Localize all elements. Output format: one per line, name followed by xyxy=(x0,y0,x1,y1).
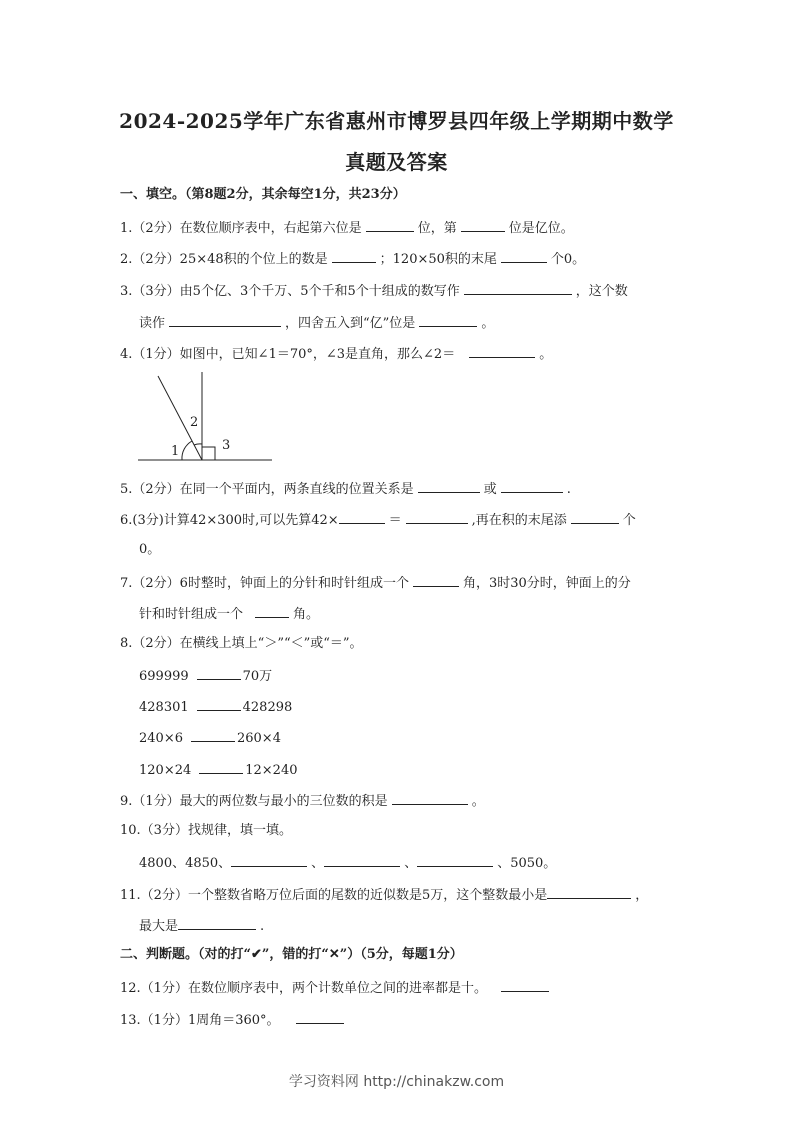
question-11-cont xyxy=(139,916,264,936)
question-6 xyxy=(120,510,636,530)
q8-row-4-left: 120×24 xyxy=(139,763,192,778)
angle-2-arc xyxy=(194,444,202,445)
q8-row-2-left: 428301 xyxy=(139,700,189,715)
q7-text-b: 角，3时30分时，钟面上的分 xyxy=(462,576,631,591)
q1-blank-2 xyxy=(461,218,505,232)
q12-text-a: 12.（1分）在数位顺序表中，两个计数单位之间的进率都是十。 xyxy=(120,981,487,996)
q6-blank-3 xyxy=(571,510,619,524)
q8-row-4-blank xyxy=(199,760,243,774)
footer-watermark: 学习资料网 http://chinakzw.com xyxy=(288,1074,505,1090)
q8-row-4 xyxy=(139,760,298,780)
title-line-2: 真题及答案 xyxy=(345,150,448,174)
q2-blank-1 xyxy=(332,249,376,263)
question-12 xyxy=(120,978,553,998)
q10-text-e: 、5050。 xyxy=(497,856,557,871)
q3-text-b: ，这个数 xyxy=(575,284,628,299)
question-6-cont: 0。 xyxy=(139,542,161,557)
q13-text-a: 13.（1分）1周角＝360°。 xyxy=(120,1013,280,1028)
title-line-1: 2024-2025学年广东省惠州市博罗县四年级上学期期中数学 xyxy=(119,109,674,133)
q8-row-1-right: 70万 xyxy=(242,669,273,684)
q11-blank-1 xyxy=(547,885,631,899)
q3-text-e: 。 xyxy=(481,316,495,331)
q3-text-a: 3.（3分）由5个亿、3个千万、5个千和5个十组成的数写作 xyxy=(120,284,460,299)
q8-row-3-left: 240×6 xyxy=(139,731,183,746)
q4-text-a: 4.（1分）如图中，已知∠1＝70°，∠3是直角，那么∠2＝ xyxy=(120,347,456,362)
q10-blank-3 xyxy=(417,853,493,867)
q5-text-a: 5.（2分）在同一个平面内，两条直线的位置关系是 xyxy=(120,482,414,497)
q1-text-c: 位是亿位。 xyxy=(508,221,574,236)
q10-text-c: 、 xyxy=(311,856,325,871)
q11-text-b: ， xyxy=(635,888,649,903)
question-2 xyxy=(120,249,585,269)
q5-text-c: . xyxy=(566,482,571,497)
q8-row-1 xyxy=(139,666,272,686)
q3-blank-1 xyxy=(464,281,572,295)
question-9 xyxy=(120,791,485,811)
q10-text-d: 、 xyxy=(404,856,418,871)
q8-row-2 xyxy=(139,697,292,717)
q10-blank-1 xyxy=(231,853,307,867)
q9-blank-1 xyxy=(392,791,468,805)
q8-row-2-right: 428298 xyxy=(242,700,293,715)
q13-blank-1 xyxy=(296,1010,344,1024)
question-13 xyxy=(120,1010,348,1030)
q11-text-d: . xyxy=(260,919,265,934)
q12-blank-1 xyxy=(501,978,549,992)
right-angle-mark xyxy=(202,447,215,460)
q10-blank-2 xyxy=(324,853,400,867)
q8-row-1-left: 699999 xyxy=(139,669,189,684)
q6-text-b: ＝ xyxy=(388,513,402,528)
q11-text-c: 最大是 xyxy=(139,919,179,934)
q2-blank-2 xyxy=(501,249,547,263)
question-11 xyxy=(120,885,648,905)
q5-blank-2 xyxy=(501,479,563,493)
q1-blank-1 xyxy=(366,218,414,232)
angle-label-3: 3 xyxy=(222,438,231,453)
q2-text-a: 2.（2分）25×48积的个位上的数是 xyxy=(120,252,328,267)
q7-text-d: 角。 xyxy=(293,607,320,622)
q5-blank-1 xyxy=(418,479,480,493)
q7-text-c: 针和时针组成一个 xyxy=(139,607,244,622)
angle-label-2: 2 xyxy=(190,415,199,430)
angle-figure xyxy=(130,368,280,466)
q9-text-a: 9.（1分）最大的两位数与最小的三位数的积是 xyxy=(120,794,388,809)
question-5 xyxy=(120,479,571,499)
q1-text-b: 位，第 xyxy=(417,221,457,236)
q8-row-3-right: 260×4 xyxy=(236,731,281,746)
section-1-heading: 一、填空。（第8题2分，其余每空1分，共23分） xyxy=(120,187,406,202)
q7-text-a: 7.（2分）6时整时，钟面上的分针和时针组成一个 xyxy=(120,576,409,591)
q4-blank-1 xyxy=(469,344,535,358)
q8-row-2-blank xyxy=(197,697,241,711)
q8-row-3-blank xyxy=(191,728,235,742)
q2-text-b: ；120×50积的末尾 xyxy=(379,252,497,267)
angle-label-1: 1 xyxy=(171,444,180,459)
q3-blank-3 xyxy=(419,313,477,327)
question-3-cont xyxy=(139,313,494,333)
q6-text-c: ,再在积的末尾添 xyxy=(471,513,567,528)
question-8: 8.（2分）在横线上填上“＞”“＜”或“＝”。 xyxy=(120,636,363,651)
question-1 xyxy=(120,218,574,238)
q3-text-d: ，四舍五入到“亿”位是 xyxy=(285,316,416,331)
angle-1-arc xyxy=(182,441,192,460)
q5-text-b: 或 xyxy=(483,482,497,497)
question-3 xyxy=(120,281,628,301)
q6-blank-1 xyxy=(339,510,385,524)
q11-blank-2 xyxy=(178,916,256,930)
q10-sequence xyxy=(139,853,556,873)
q3-blank-2 xyxy=(169,313,281,327)
q6-blank-2 xyxy=(406,510,468,524)
q3-text-c: 读作 xyxy=(139,316,166,331)
q7-blank-1 xyxy=(413,573,459,587)
q10-text-b: 4800、4850、 xyxy=(139,856,232,871)
q6-text-d: 个 xyxy=(622,513,636,528)
q9-text-b: 。 xyxy=(471,794,485,809)
q6-text-a: 6.(3分)计算42×300时,可以先算42× xyxy=(120,513,339,528)
question-4 xyxy=(120,344,552,364)
question-7 xyxy=(120,573,631,593)
q8-row-1-blank xyxy=(197,666,241,680)
q1-text-a: 1.（2分）在数位顺序表中，右起第六位是 xyxy=(120,221,362,236)
q11-text-a: 11.（2分）一个整数省略万位后面的尾数的近似数是5万，这个整数最小是 xyxy=(120,888,548,903)
section-2-heading: 二、判断题。（对的打“✔”，错的打“✕”）（5分，每题1分） xyxy=(120,947,463,962)
q4-text-b: 。 xyxy=(539,347,553,362)
q8-row-4-right: 12×240 xyxy=(245,763,298,778)
q2-text-c: 个0。 xyxy=(550,252,586,267)
q7-blank-2 xyxy=(255,604,289,618)
question-10: 10.（3分）找规律，填一填。 xyxy=(120,823,292,838)
q8-row-3 xyxy=(139,728,281,748)
question-7-cont xyxy=(139,604,319,624)
